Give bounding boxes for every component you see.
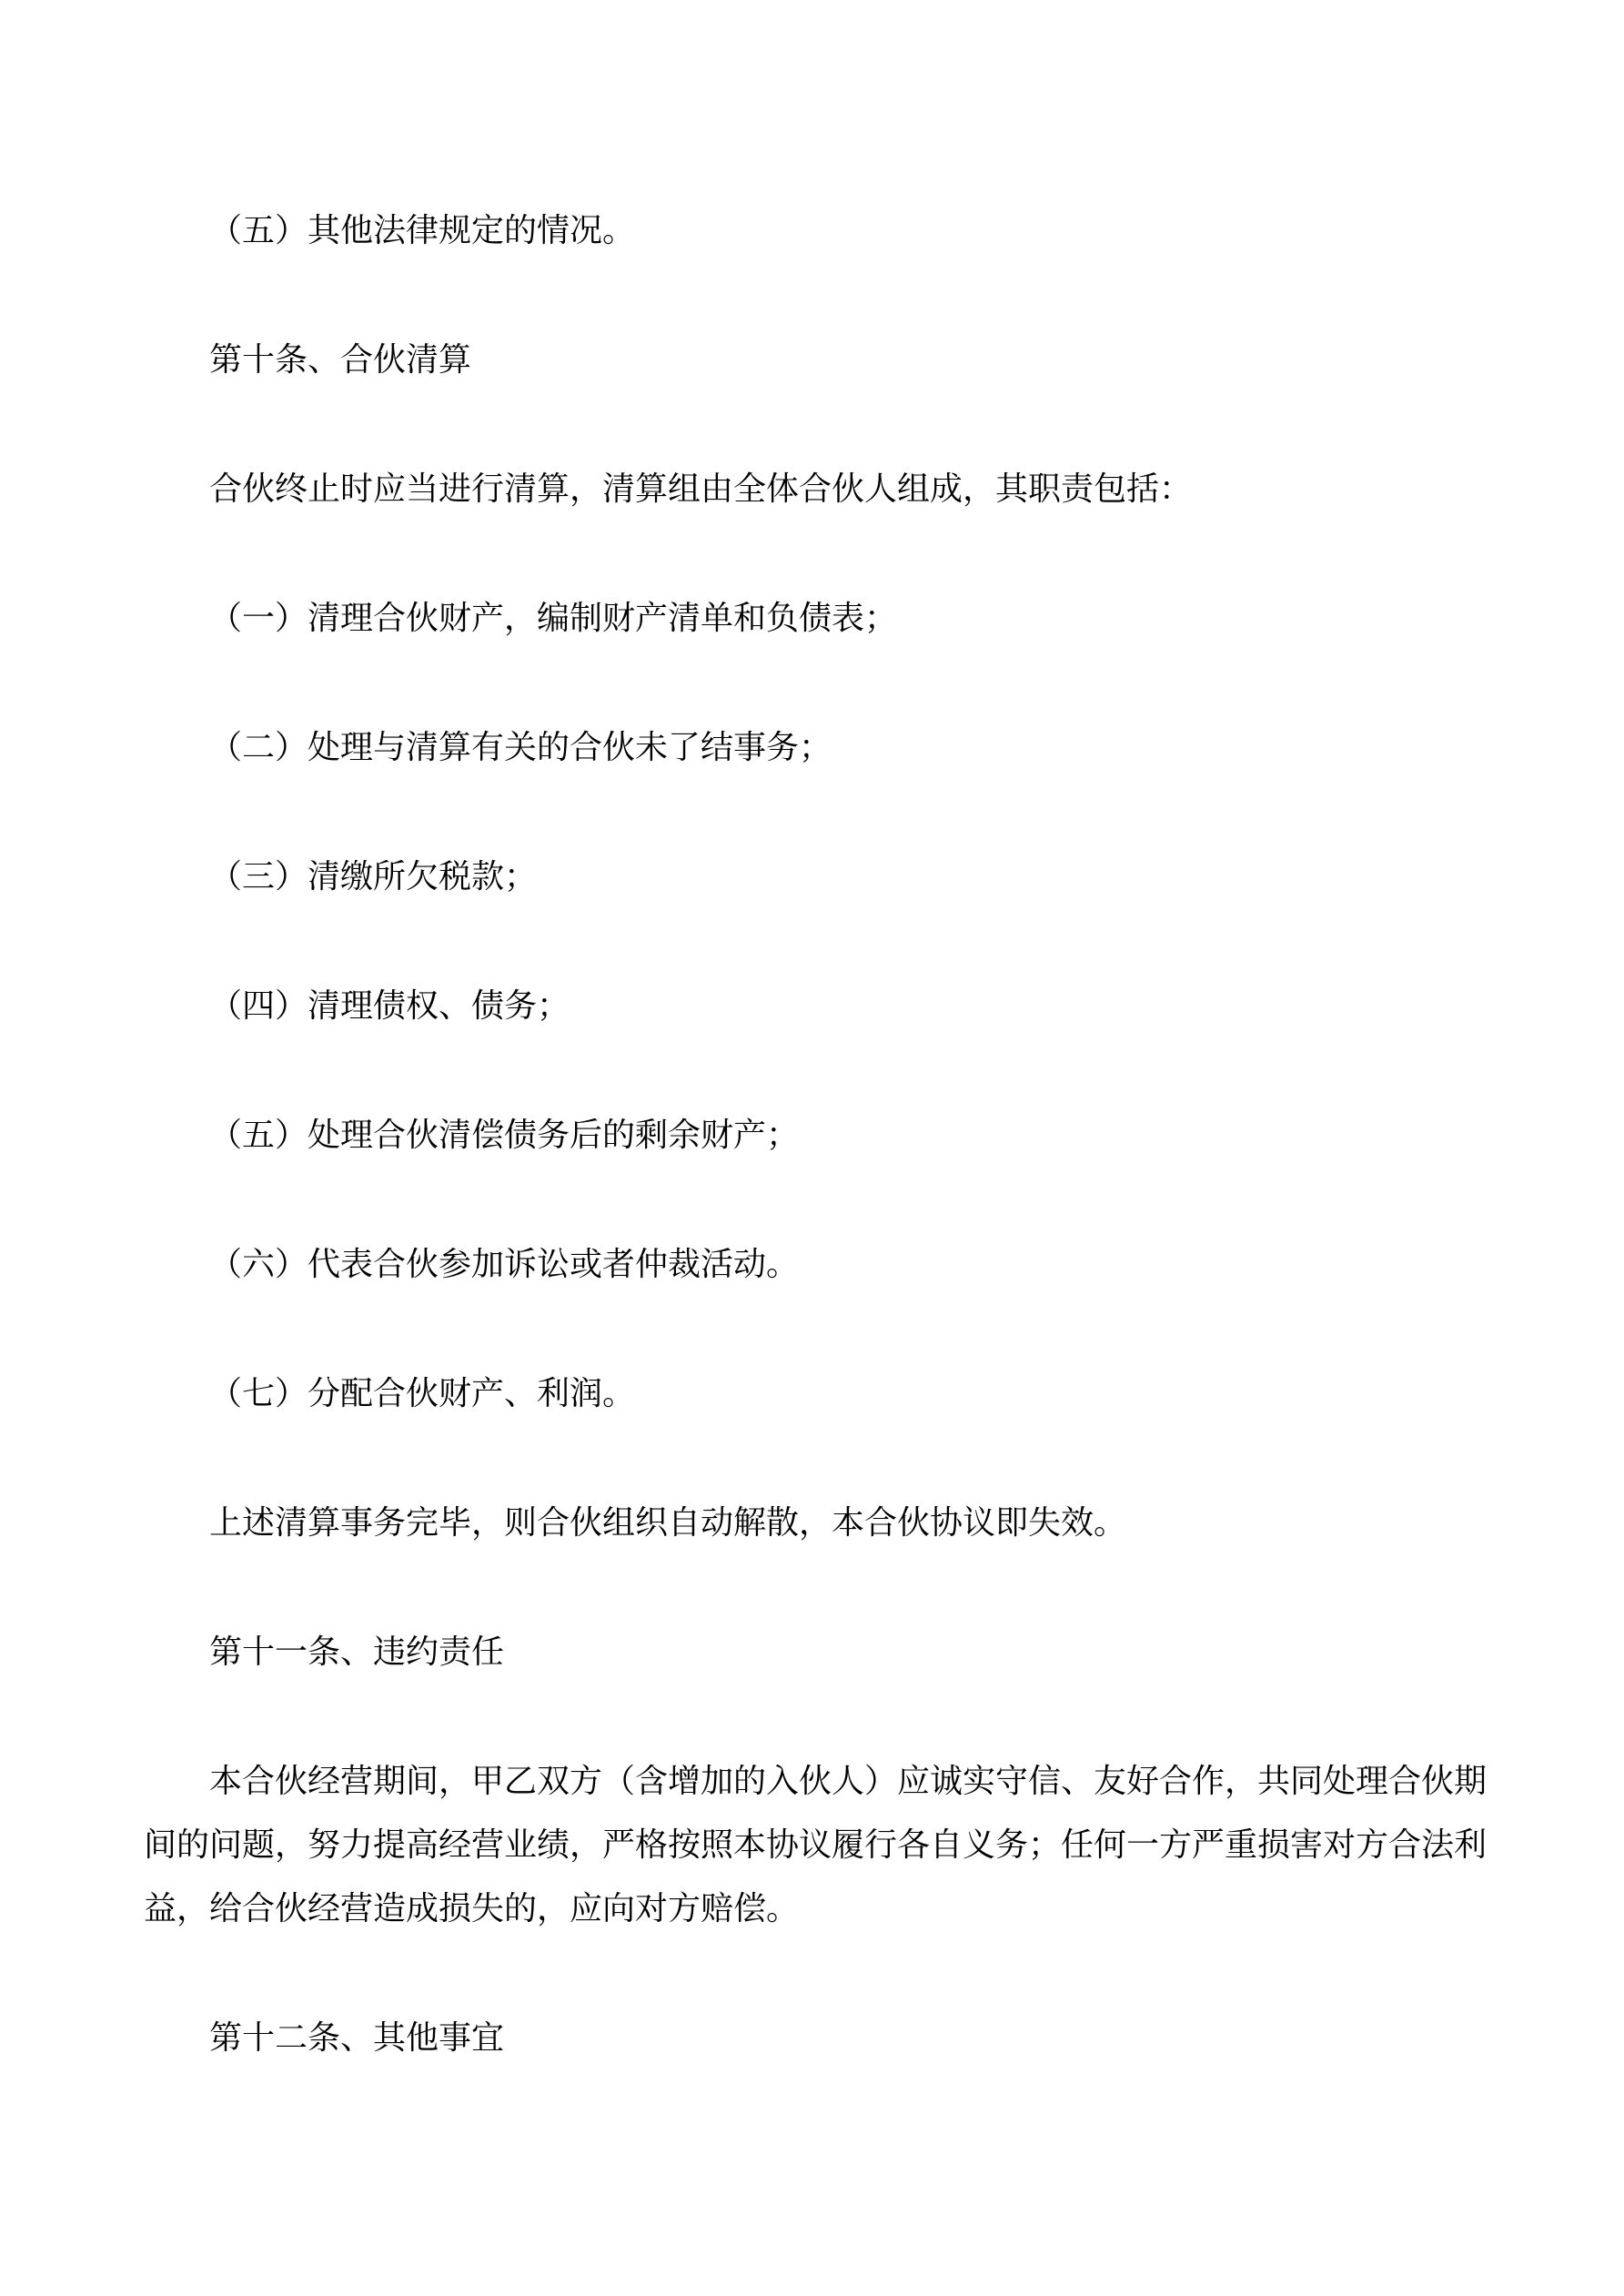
- paragraph: [144, 974, 1488, 1037]
- paragraph: [144, 1361, 1488, 1425]
- paragraph: [144, 1103, 1488, 1167]
- document-body: [144, 198, 1488, 2069]
- paragraph-line: （二）处理与清算有关的合伙未了结事务；: [209, 729, 832, 765]
- paragraph-line: 益，给合伙经营造成损失的，应向对方赔偿。: [144, 1890, 800, 1927]
- paragraph-line: （六）代表合伙参加诉讼或者仲裁活动。: [209, 1246, 800, 1282]
- paragraph: [144, 328, 1488, 391]
- paragraph-line: 合伙终止时应当进行清算，清算组由全体合伙人组成，其职责包括：: [209, 470, 1193, 507]
- paragraph-line: 间的问题，努力提高经营业绩，严格按照本协议履行各自义务；任何一方严重损害对方合法利: [144, 1826, 1488, 1863]
- paragraph: [144, 1620, 1488, 1684]
- paragraph-line: （五）处理合伙清偿债务后的剩余财产；: [209, 1117, 800, 1153]
- paragraph-line: 第十条、合伙清算: [209, 341, 472, 378]
- paragraph-line: 本合伙经营期间，甲乙双方（含增加的入伙人）应诚实守信、友好合作，共同处理合伙期: [209, 1763, 1488, 1799]
- paragraph-line: （五）其他法律规定的情况。: [209, 212, 636, 248]
- paragraph-line: 第十二条、其他事宜: [209, 2019, 505, 2056]
- paragraph: [144, 1491, 1488, 1554]
- paragraph: [144, 715, 1488, 779]
- paragraph-line: （一）清理合伙财产，编制财产清单和负债表；: [209, 600, 898, 636]
- paragraph: [144, 457, 1488, 521]
- paragraph: [144, 586, 1488, 650]
- paragraph: [144, 1749, 1488, 1940]
- paragraph-line: （七）分配合伙财产、利润。: [209, 1375, 636, 1411]
- paragraph-line: 第十一条、违约责任: [209, 1633, 505, 1670]
- paragraph: [144, 2006, 1488, 2069]
- paragraph: [144, 198, 1488, 262]
- paragraph: [144, 845, 1488, 908]
- paragraph-line: （四）清理债权、债务；: [209, 987, 570, 1024]
- paragraph-line: （三）清缴所欠税款；: [209, 858, 538, 895]
- paragraph-line: 上述清算事务完毕，则合伙组织自动解散，本合伙协议即失效。: [209, 1504, 1127, 1541]
- paragraph: [144, 1232, 1488, 1296]
